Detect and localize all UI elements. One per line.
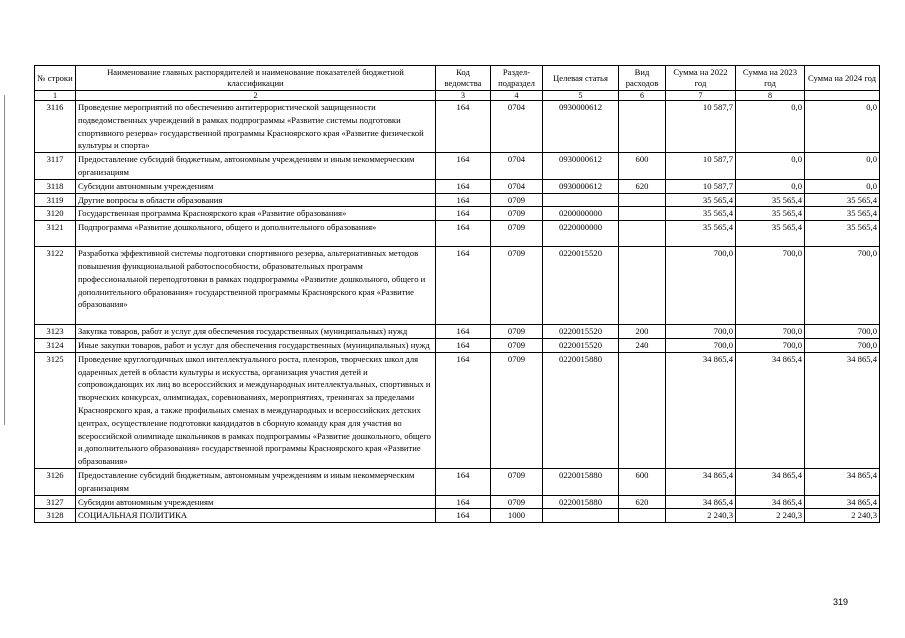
row-section: 0709 [491,338,543,352]
row-sum-2023: 700,0 [736,338,805,352]
row-no: 3116 [35,101,76,153]
header-target: Целевая статья [543,66,619,91]
row-sum-2022: 2 240,3 [666,509,736,523]
header-dept-code: Код ведомства [436,66,491,91]
row-sum-2023: 35 565,4 [736,207,805,221]
page-number: 319 [833,597,849,607]
row-target: 0930000612 [543,101,619,153]
col-number: 4 [491,91,543,101]
row-sum-2022: 10 587,7 [666,153,736,180]
row-sum-2022: 34 865,4 [666,352,736,468]
row-sum-2024: 0,0 [805,101,880,153]
margin-rule [4,95,5,425]
row-sum-2023: 34 865,4 [736,468,805,495]
table-row [35,101,880,153]
row-sum-2022: 35 565,4 [666,207,736,221]
row-dept: 164 [436,153,491,180]
row-no: 3117 [35,153,76,180]
row-target: 0220015520 [543,325,619,339]
row-sum-2024: 700,0 [805,325,880,339]
row-type [619,221,666,247]
table-row [35,352,880,468]
row-no: 3121 [35,221,76,247]
row-no: 3127 [35,495,76,509]
row-name: Подпрограмма «Развитие дошкольного, общего и дополнительного образования» [76,221,436,247]
row-sum-2024: 34 865,4 [805,352,880,468]
row-dept: 164 [436,509,491,523]
row-section: 0709 [491,495,543,509]
row-no: 3123 [35,325,76,339]
row-type: 620 [619,495,666,509]
row-type [619,352,666,468]
header-no: № строки [35,66,76,91]
row-sum-2024: 700,0 [805,247,880,325]
row-sum-2023: 0,0 [736,179,805,193]
table-row [35,221,880,247]
row-type [619,193,666,207]
row-name: Государственная программа Красноярского края «Развитие образования» [76,207,436,221]
row-dept: 164 [436,193,491,207]
table-row [35,247,880,325]
column-number-row [35,91,880,101]
row-target: 0200000000 [543,207,619,221]
row-sum-2023: 700,0 [736,247,805,325]
col-number: 1 [35,91,76,101]
row-dept: 164 [436,352,491,468]
row-name: Другие вопросы в области образования [76,193,436,207]
header-name: Наименование главных распорядителей и наименование показателей бюджетной классификации [76,66,436,91]
row-sum-2024: 0,0 [805,179,880,193]
row-no: 3125 [35,352,76,468]
row-sum-2023: 35 565,4 [736,221,805,247]
row-dept: 164 [436,221,491,247]
col-number: 3 [436,91,491,101]
row-dept: 164 [436,207,491,221]
row-sum-2024: 35 565,4 [805,207,880,221]
row-type [619,207,666,221]
row-sum-2022: 34 865,4 [666,468,736,495]
row-sum-2022: 35 565,4 [666,193,736,207]
row-sum-2024: 700,0 [805,338,880,352]
row-no: 3118 [35,179,76,193]
row-section: 0709 [491,352,543,468]
header-sum-2024: Сумма на 2024 год [805,66,880,91]
row-dept: 164 [436,179,491,193]
row-sum-2024: 35 565,4 [805,193,880,207]
header-section: Раздел-подраздел [491,66,543,91]
row-target: 0220015520 [543,338,619,352]
row-type: 600 [619,468,666,495]
row-dept: 164 [436,325,491,339]
row-sum-2023: 2 240,3 [736,509,805,523]
row-target [543,509,619,523]
col-number: 8 [736,91,805,101]
row-type: 240 [619,338,666,352]
table-row [35,495,880,509]
table-row [35,207,880,221]
row-no: 3124 [35,338,76,352]
col-number: 2 [76,91,436,101]
row-no: 3128 [35,509,76,523]
row-name: Разработка эффективной системы подготовки спортивного резерва, альтернативных методов повышения функциональной работоспособности, образовательных программ профессиональной переподготовки в рамках подпрограммы «Развитие дошкольного, общего и дополнительного образования» государственной программы Красноярского края «Развитие образования» [76,247,436,325]
row-sum-2023: 0,0 [736,101,805,153]
col-number: 5 [543,91,619,101]
header-sum-2023: Сумма на 2023 год [736,66,805,91]
row-target: 0930000612 [543,179,619,193]
row-section: 0704 [491,179,543,193]
row-sum-2022: 700,0 [666,247,736,325]
row-no: 3122 [35,247,76,325]
row-section: 0709 [491,193,543,207]
row-sum-2022: 10 587,7 [666,101,736,153]
row-section: 0709 [491,325,543,339]
row-target [543,193,619,207]
row-section: 0709 [491,207,543,221]
row-target: 0220015880 [543,495,619,509]
col-number: 7 [666,91,736,101]
row-sum-2023: 0,0 [736,153,805,180]
row-dept: 164 [436,101,491,153]
row-section: 0704 [491,101,543,153]
row-section: 0709 [491,221,543,247]
row-type: 620 [619,179,666,193]
row-sum-2022: 35 565,4 [666,221,736,247]
row-sum-2023: 34 865,4 [736,352,805,468]
col-number: 6 [619,91,666,101]
table-row [35,325,880,339]
budget-table [34,65,880,523]
row-no: 3119 [35,193,76,207]
row-sum-2022: 700,0 [666,338,736,352]
row-name: Проведение круглогодичных школ интеллектуального роста, пленэров, творческих школ для одаренных детей в области культуры и искусства, организация участия детей и сопровождающих их лиц во всероссийских и международных интеллектуальных, спортивных и творческих конкурсах, олимпиадах, соревнованиях, мероприятиях, тренингах за пределами Красноярского края, а также профильных сменах в международных и всероссийских детских центрах, осуществление подготовки кандидатов в сборную команду края для участия во всероссийской олимпиаде школьников в рамках подпрограммы «Развитие дошкольного, общего и дополнительного образования» государственной программы Красноярского края «Развитие образования» [76,352,436,468]
row-name: Закупка товаров, работ и услуг для обеспечения государственных (муниципальных) нужд [76,325,436,339]
row-sum-2023: 700,0 [736,325,805,339]
row-no: 3120 [35,207,76,221]
row-sum-2023: 35 565,4 [736,193,805,207]
row-name: СОЦИАЛЬНАЯ ПОЛИТИКА [76,509,436,523]
row-name: Иные закупки товаров, работ и услуг для обеспечения государственных (муниципальных) нужд [76,338,436,352]
header-sum-2022: Сумма на 2022 год [666,66,736,91]
row-sum-2024: 34 865,4 [805,468,880,495]
row-sum-2022: 700,0 [666,325,736,339]
row-sum-2024: 35 565,4 [805,221,880,247]
table-row [35,179,880,193]
table-row [35,509,880,523]
row-no: 3126 [35,468,76,495]
row-dept: 164 [436,247,491,325]
row-section: 0709 [491,247,543,325]
table-row [35,193,880,207]
row-section: 0709 [491,468,543,495]
row-sum-2024: 2 240,3 [805,509,880,523]
row-sum-2024: 34 865,4 [805,495,880,509]
table-row [35,338,880,352]
row-target: 0220015520 [543,247,619,325]
row-target: 0220015880 [543,468,619,495]
row-section: 1000 [491,509,543,523]
row-sum-2023: 34 865,4 [736,495,805,509]
row-name: Субсидии автономным учреждениям [76,179,436,193]
row-dept: 164 [436,495,491,509]
row-type [619,247,666,325]
row-name: Предоставление субсидий бюджетным, автономным учреждениям и иным некоммерческим организациям [76,153,436,180]
header-row [35,66,880,91]
row-name: Проведение мероприятий по обеспечению антитеррористической защищенности подведомственных учреждений в рамках подпрограммы «Развитие системы подготовки спортивного резерва» государственной программы Красноярского края «Развитие физической культуры и спорта» [76,101,436,153]
row-type [619,101,666,153]
row-sum-2022: 34 865,4 [666,495,736,509]
row-type [619,509,666,523]
row-sum-2024: 0,0 [805,153,880,180]
row-dept: 164 [436,468,491,495]
row-type: 200 [619,325,666,339]
row-type: 600 [619,153,666,180]
header-expense-type: Вид расходов [619,66,666,91]
row-target: 0220015880 [543,352,619,468]
table-row [35,468,880,495]
row-target: 0220000000 [543,221,619,247]
table-row [35,153,880,180]
col-number [805,91,880,101]
row-target: 0930000612 [543,153,619,180]
row-dept: 164 [436,338,491,352]
row-section: 0704 [491,153,543,180]
row-name: Предоставление субсидий бюджетным, автономным учреждениям и иным некоммерческим организациям [76,468,436,495]
row-sum-2022: 10 587,7 [666,179,736,193]
row-name: Субсидии автономным учреждениям [76,495,436,509]
